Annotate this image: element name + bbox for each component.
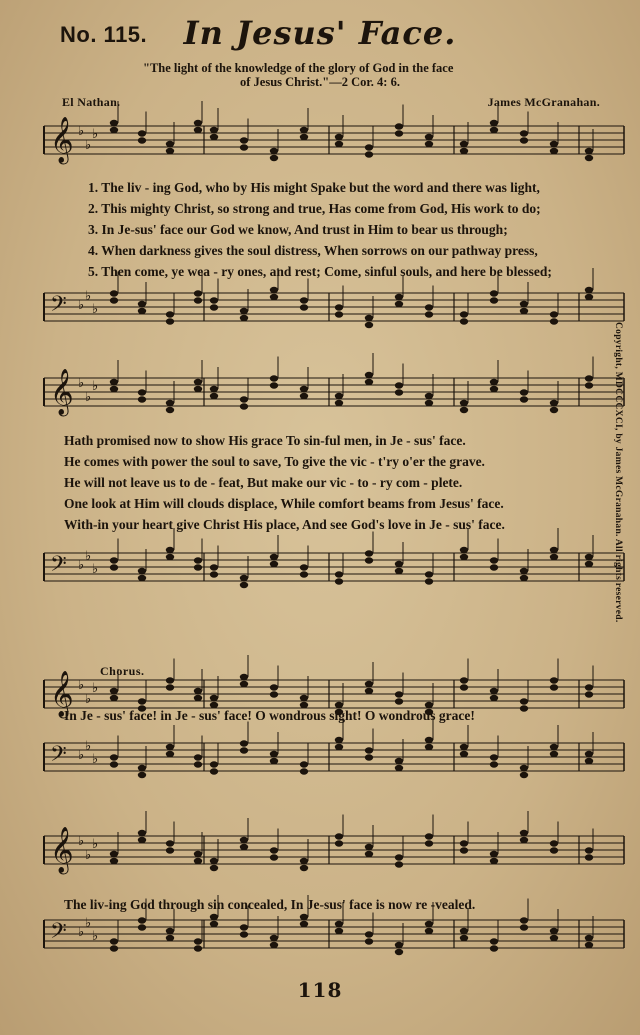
chorus-label: Chorus. bbox=[100, 664, 145, 678]
svg-text:𝄞: 𝄞 bbox=[50, 117, 74, 163]
verse-4-line-1: 4. When darkness gives the soul distress, When sorrows on our pathway press, bbox=[88, 243, 538, 258]
svg-text:♭: ♭ bbox=[78, 748, 85, 763]
svg-text:𝄞: 𝄞 bbox=[50, 369, 74, 415]
svg-text:♭: ♭ bbox=[85, 549, 92, 564]
svg-text:♭: ♭ bbox=[85, 739, 92, 754]
svg-text:𝄢: 𝄢 bbox=[50, 919, 67, 949]
page-number: 118 bbox=[297, 978, 343, 1002]
verse-3-line-2: He will not leave us to de - feat, But make our vic - to - ry com - plete. bbox=[64, 475, 463, 490]
verse-4-line-2: One look at Him will clouds displace, While comfort beams from Jesus' face. bbox=[64, 496, 504, 511]
bass-staff-chorus bbox=[44, 735, 624, 795]
svg-text:♭: ♭ bbox=[78, 376, 85, 391]
treble-staff-final bbox=[44, 828, 624, 888]
svg-text:♭: ♭ bbox=[85, 848, 92, 863]
hymn-number: No. 115. bbox=[60, 22, 148, 47]
svg-text:♭: ♭ bbox=[92, 302, 99, 317]
bass-staff-system-2 bbox=[44, 545, 624, 605]
epigraph-line-1: "The light of the knowledge of the glory of God in the face bbox=[143, 61, 454, 75]
verse-5-line-2: With-in your heart give Christ His place, And see God's love in Je - sus' face. bbox=[64, 517, 505, 532]
copyright-notice: Copyright, MDCCCXCI, by James McGranahan. All rights reserved. bbox=[613, 322, 623, 623]
bass-staff-system-1 bbox=[44, 285, 624, 345]
svg-text:♭: ♭ bbox=[85, 138, 92, 153]
verse-3-line-1: 3. In Je-sus' face our God we know, And trust in Him to bear us through; bbox=[88, 222, 508, 237]
svg-text:𝄞: 𝄞 bbox=[50, 827, 74, 873]
svg-text:♭: ♭ bbox=[78, 124, 85, 139]
svg-text:♭: ♭ bbox=[92, 681, 99, 696]
svg-text:♭: ♭ bbox=[78, 678, 85, 693]
svg-text:𝄢: 𝄢 bbox=[50, 552, 67, 582]
svg-text:♭: ♭ bbox=[92, 752, 99, 767]
svg-text:♭: ♭ bbox=[78, 925, 85, 940]
chorus-lyric-line-2: The liv-ing God through sin concealed, In Je-sus' face is now re -vealed. bbox=[64, 897, 476, 912]
svg-text:♭: ♭ bbox=[85, 289, 92, 304]
verse-2-line-1: 2. This mighty Christ, so strong and true, Has come from God, His work to do; bbox=[88, 201, 541, 216]
composer-credit: James McGranahan. bbox=[487, 95, 600, 109]
verse-2-line-2: He comes with power the soul to save, To give the vic - t'ry o'er the grave. bbox=[64, 454, 485, 469]
svg-text:♭: ♭ bbox=[85, 692, 92, 707]
verse-1-line-2: Hath promised now to show His grace To sin-ful men, in Je - sus' face. bbox=[64, 433, 466, 448]
svg-text:♭: ♭ bbox=[92, 929, 99, 944]
svg-text:𝄢: 𝄢 bbox=[50, 742, 67, 772]
bass-staff-final bbox=[44, 912, 624, 972]
svg-text:♭: ♭ bbox=[92, 379, 99, 394]
author-credit: El Nathan. bbox=[62, 95, 121, 109]
svg-text:♭: ♭ bbox=[92, 837, 99, 852]
verse-5-line-1: 5. Then come, ye wea - ry ones, and rest; Come, sinful souls, and here be blessed; bbox=[88, 264, 552, 279]
treble-staff-system-1 bbox=[44, 118, 624, 178]
epigraph-line-2: of Jesus Christ."—2 Cor. 4: 6. bbox=[240, 75, 400, 89]
svg-text:𝄢: 𝄢 bbox=[50, 292, 67, 322]
svg-text:♭: ♭ bbox=[78, 834, 85, 849]
verse-1-line-1: 1. The liv - ing God, who by His might Spake but the word and there was light, bbox=[88, 180, 540, 195]
chorus-lyric-line-1: In Je - sus' face! in Je - sus' face! O wondrous sight! O wondrous grace! bbox=[64, 708, 475, 723]
hymn-title: In Jesus' Face. bbox=[183, 14, 457, 52]
svg-text:♭: ♭ bbox=[92, 562, 99, 577]
treble-staff-system-2 bbox=[44, 370, 624, 430]
svg-text:♭: ♭ bbox=[92, 127, 99, 142]
svg-text:𝄞: 𝄞 bbox=[50, 671, 74, 717]
svg-text:♭: ♭ bbox=[78, 558, 85, 573]
svg-text:♭: ♭ bbox=[78, 298, 85, 313]
svg-text:♭: ♭ bbox=[85, 916, 92, 931]
svg-text:♭: ♭ bbox=[85, 390, 92, 405]
